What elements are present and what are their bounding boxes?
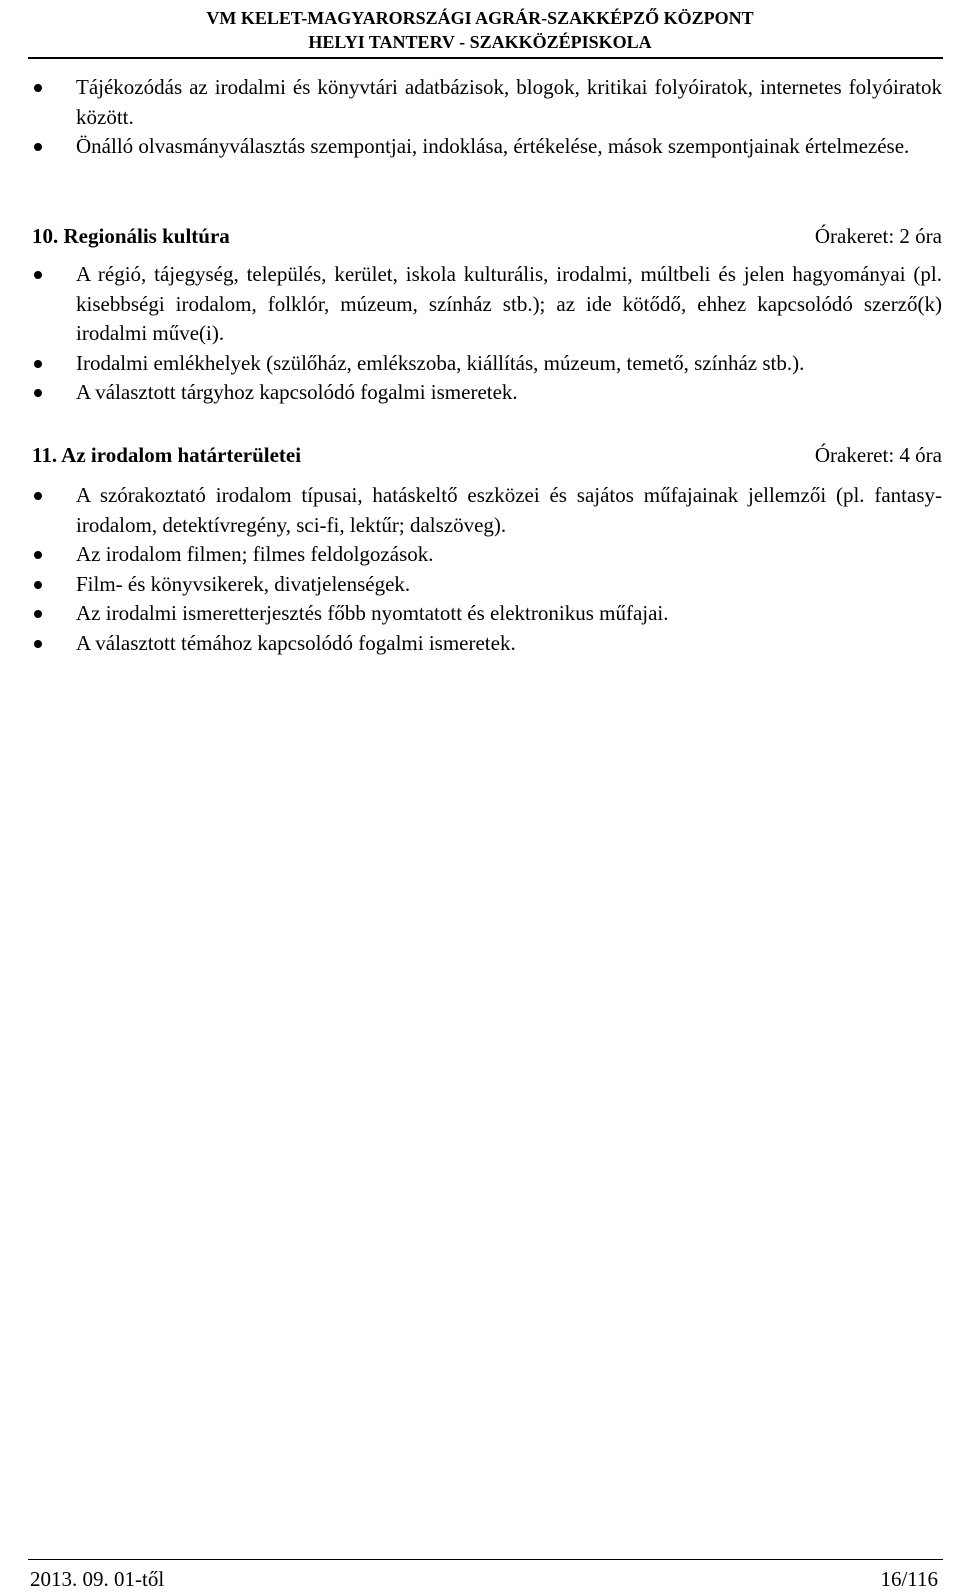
list-item: Film- és könyvsikerek, divatjelenségek.: [32, 570, 942, 600]
section-list: [32, 260, 942, 408]
intro-list-container: [32, 73, 942, 162]
section-list: [32, 481, 942, 658]
list-item: A választott tárgyhoz kapcsolódó fogalmi ismeretek.: [32, 378, 942, 408]
bullet-icon: [34, 143, 42, 151]
bullet-icon: [34, 271, 42, 279]
bullet-icon: [34, 360, 42, 368]
list-item: Az irodalom filmen; filmes feldolgozások.: [32, 540, 942, 570]
footer-divider: [28, 1559, 943, 1560]
header-divider: [28, 57, 943, 59]
bullet-icon: [34, 492, 42, 500]
list-item: Önálló olvasmányválasztás szempontjai, indoklása, értékelése, mások szempontjainak értelmezése.: [32, 132, 942, 162]
section-title: 11. Az irodalom határterületei: [32, 443, 302, 467]
section-heading: [32, 222, 942, 251]
bullet-icon: [34, 640, 42, 648]
header-curriculum: HELYI TANTERV - SZAKKÖZÉPISKOLA: [308, 32, 652, 52]
bullet-icon: [34, 581, 42, 589]
list-item: A szórakoztató irodalom típusai, hatáskeltő eszközei és sajátos műfajainak jellemzői (pl. fantasy-irodalom, detektívregény, sci-fi, lektűr; dalszöveg).: [32, 481, 942, 540]
section-literature-borders: [32, 441, 942, 658]
bullet-icon: [34, 551, 42, 559]
section-title: 10. Regionális kultúra: [32, 224, 230, 248]
header-institution: VM KELET-MAGYARORSZÁGI AGRÁR-SZAKKÉPZŐ KÖZPONT: [206, 8, 754, 28]
footer-date: 2013. 09. 01-től: [30, 1567, 165, 1591]
list-item: Tájékozódás az irodalmi és könyvtári adatbázisok, blogok, kritikai folyóiratok, internetes folyóiratok között.: [32, 73, 942, 132]
section-hours: Órakeret: 4 óra: [814, 443, 942, 467]
list-item: A régió, tájegység, település, kerület, iskola kulturális, irodalmi, múltbeli és jelen hagyományai (pl. kisebbségi irodalom, folklór, múzeum, színház stb.); az ide kötődő, ehhez kapcsolódó szerző(k) irodalmi műve(i).: [32, 260, 942, 349]
bullet-icon: [34, 84, 42, 92]
bullet-icon: [34, 610, 42, 618]
intro-list: [32, 73, 942, 162]
list-item: Irodalmi emlékhelyek (szülőház, emlékszoba, kiállítás, múzeum, temető, színház stb.).: [32, 349, 942, 379]
section-regional-culture: [32, 222, 942, 408]
footer-page-number: 16/116: [880, 1567, 938, 1591]
section-heading: [32, 441, 942, 470]
page-header: [0, 6, 960, 54]
section-hours: Órakeret: 2 óra: [814, 224, 942, 248]
list-item: Az irodalmi ismeretterjesztés főbb nyomtatott és elektronikus műfajai.: [32, 599, 942, 629]
bullet-icon: [34, 389, 42, 397]
list-item: A választott témához kapcsolódó fogalmi ismeretek.: [32, 629, 942, 659]
